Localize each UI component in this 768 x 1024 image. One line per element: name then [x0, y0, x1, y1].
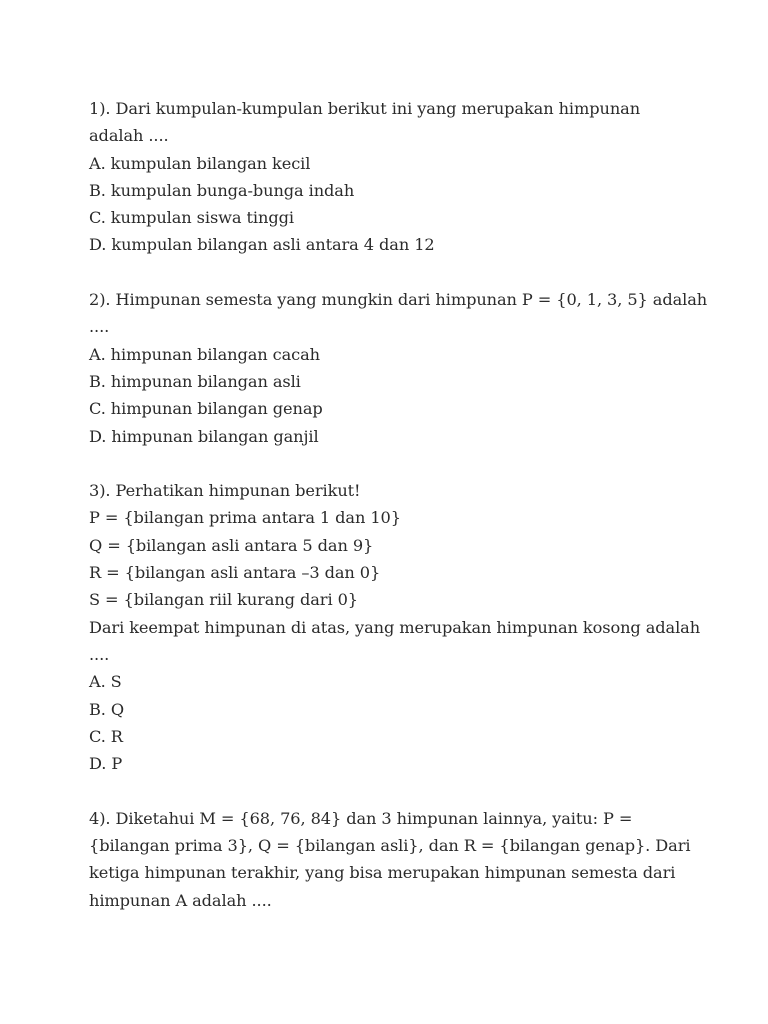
answer-option-b: B. Q: [89, 699, 125, 719]
question-2: [89, 286, 708, 450]
answer-option-d: D. kumpulan bilangan asli antara 4 dan 12: [89, 235, 435, 255]
answer-option-b: B. himpunan bilangan asli: [89, 371, 301, 391]
answer-option-c: C. himpunan bilangan genap: [89, 399, 323, 419]
answer-option-d: D. P: [89, 754, 123, 774]
answer-option-a: A. himpunan bilangan cacah: [89, 344, 321, 364]
answer-option-a: A. S: [89, 672, 122, 692]
question-text-line: ....: [89, 644, 110, 664]
question-text-line: adalah ....: [89, 126, 169, 146]
question-text-line: 3). Perhatikan himpunan berikut!: [89, 481, 361, 501]
question-text-line: ....: [89, 317, 110, 337]
question-1: [89, 95, 689, 259]
answer-option-a: A. kumpulan bilangan kecil: [89, 153, 311, 173]
set-definition-r: R = {bilangan asli antara –3 dan 0}: [89, 563, 381, 583]
question-text-line: ketiga himpunan terakhir, yang bisa merupakan himpunan semesta dari: [89, 863, 676, 883]
document-body: [89, 95, 708, 914]
question-text-line: {bilangan prima 3}, Q = {bilangan asli}, dan R = {bilangan genap}. Dari: [89, 836, 691, 856]
answer-option-c: C. R: [89, 726, 123, 746]
question-4: [89, 805, 689, 914]
answer-option-b: B. kumpulan bunga-bunga indah: [89, 180, 355, 200]
question-text-line: 1). Dari kumpulan-kumpulan berikut ini yang merupakan himpunan: [89, 99, 641, 118]
question-text-line: himpunan A adalah ....: [89, 890, 272, 910]
set-definition-q: Q = {bilangan asli antara 5 dan 9}: [89, 535, 374, 555]
question-3: [89, 477, 701, 777]
question-text-line: 2). Himpunan semesta yang mungkin dari himpunan P = {0, 1, 3, 5} adalah: [89, 290, 708, 310]
answer-option-c: C. kumpulan siswa tinggi: [89, 208, 294, 228]
set-definition-p: P = {bilangan prima antara 1 dan 10}: [89, 508, 401, 528]
set-definition-s: S = {bilangan riil kurang dari 0}: [89, 590, 358, 610]
question-text-line: Dari keempat himpunan di atas, yang merupakan himpunan kosong adalah: [89, 617, 701, 637]
answer-option-d: D. himpunan bilangan ganjil: [89, 426, 319, 446]
question-text-line: 4). Diketahui M = {68, 76, 84} dan 3 himpunan lainnya, yaitu: P =: [89, 808, 633, 828]
